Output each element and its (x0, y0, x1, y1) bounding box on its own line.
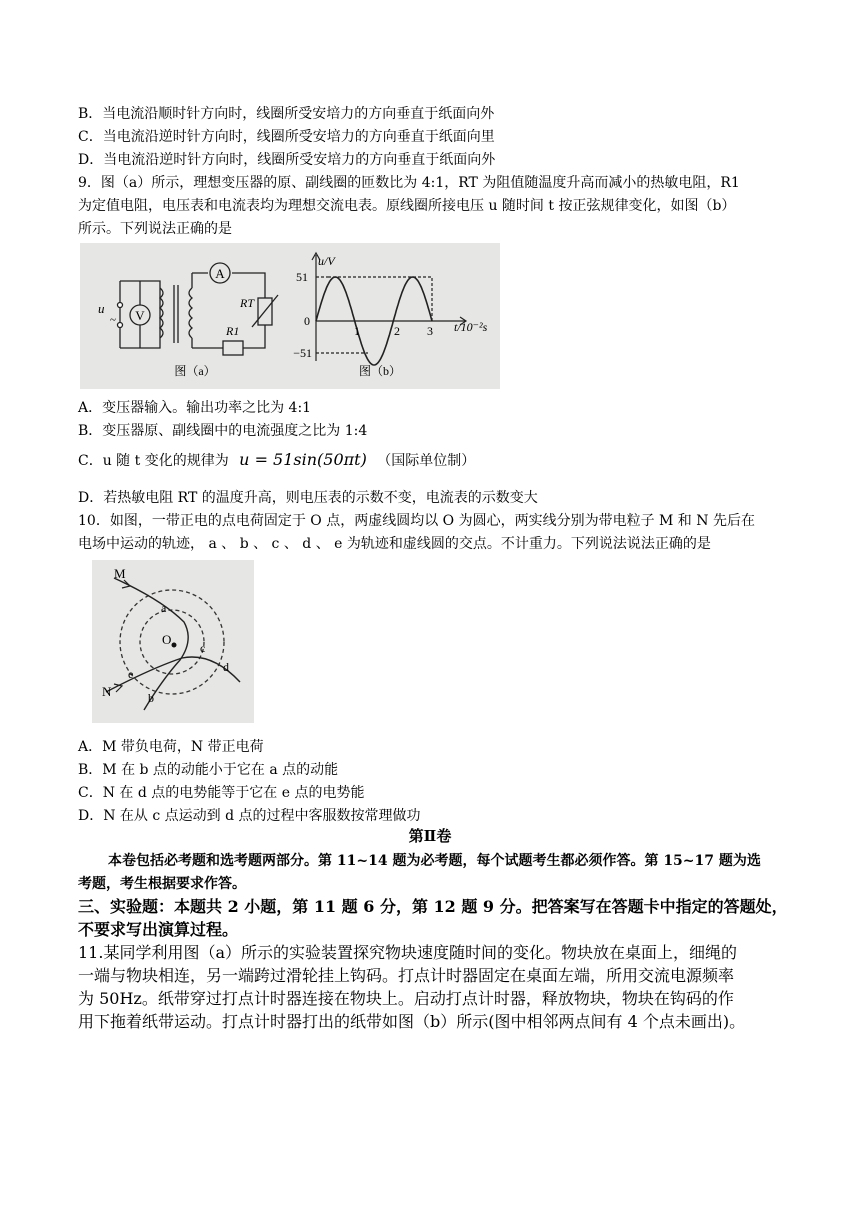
q10-stem-line2: 电场中运动的轨迹， a 、 b 、 c 、 d 、 e 为轨迹和虚线圆的交点。不计重力。下列说法说法正确的是 (78, 536, 711, 552)
charge-o-dot (172, 643, 177, 648)
q9-figure-svg (80, 243, 500, 389)
caption-a: 图（a） (174, 364, 216, 378)
q9-stem-line3: 所示。下列说法正确的是 (78, 221, 232, 237)
q11-line4: 用下拖着纸带运动。打点计时器打出的纸带如图（b）所示(图中相邻两点间有 4 个点未画出)。 (78, 1012, 746, 1031)
part2-intro-line1: 本卷包括必考题和选考题两部分。第 11~14 题为必考题，每个试题考生都必须作答。第 15~17 题为选 (108, 853, 761, 869)
q9-figure (80, 243, 500, 389)
label-o: O (162, 632, 172, 647)
q9-option-d: D．若热敏电阻 RT 的温度升高，则电压表的示数不变，电流表的示数变大 (78, 490, 538, 506)
label-c: c (200, 641, 206, 655)
q9-option-c (78, 450, 475, 471)
tick-3: 3 (427, 324, 433, 338)
q10-option-a: A．M 带负电荷，N 带正电荷 (78, 739, 264, 755)
tick-51: 51 (296, 270, 308, 284)
q10-option-b: B．M 在 b 点的动能小于它在 a 点的动能 (78, 762, 339, 778)
r1-label: R1 (226, 324, 240, 338)
part2-title: 第Ⅱ卷 (408, 827, 452, 845)
caption-b: 图（b） (358, 364, 402, 378)
part2-intro-line2: 考题，考生根据要求作答。 (78, 876, 246, 892)
label-n: N (102, 684, 112, 699)
q10-option-d: D．N 在从 c 点运动到 d 点的过程中客服数按常理做功 (78, 808, 421, 824)
source-tilde-icon: ~ (110, 314, 116, 326)
label-m: M (114, 566, 126, 581)
label-e: e (128, 667, 134, 681)
q8-option-b: B．当电流沿顺时针方向时，线圈所受安培力的方向垂直于纸面向外 (78, 106, 495, 122)
q8-option-c: C．当电流沿逆时针方向时，线圈所受安培力的方向垂直于纸面向里 (78, 129, 495, 145)
q8-option-d: D．当电流沿逆时针方向时，线圈所受安培力的方向垂直于纸面向外 (78, 152, 496, 168)
q11-line3: 为 50Hz。纸带穿过打点计时器连接在物块上。启动打点计时器，释放物块，物块在钩码的作 (78, 989, 734, 1008)
q9-option-b: B．变压器原、副线圈中的电流强度之比为 1:4 (78, 423, 368, 439)
q9-option-a: A．变压器输入。输出功率之比为 4:1 (78, 400, 312, 416)
q10-option-c: C．N 在 d 点的电势能等于它在 e 点的电势能 (78, 785, 365, 801)
q11-line1: 11.某同学利用图（a）所示的实验装置探究物块速度随时间的变化。物块放在桌面上，细绳的 (78, 943, 737, 962)
axis-x-label: t/10⁻²s (454, 320, 488, 334)
label-b: b (148, 691, 154, 705)
q9-option-c-formula: u = 51sin(50πt) (239, 450, 367, 469)
ammeter-label: A (215, 266, 225, 281)
inner-equipotential-circle (140, 610, 204, 674)
voltmeter-label: V (135, 308, 145, 323)
tick-2: 2 (394, 324, 400, 338)
tick-neg51: −51 (293, 346, 312, 360)
q10-stem-line1: 10．如图，一带正电的点电荷固定于 O 点，两虚线圆均以 O 为圆心，两实线分别为带电粒子 M 和 N 先后在 (78, 513, 755, 529)
source-u-label: u (98, 301, 105, 316)
q11-line2: 一端与物块相连，另一端跨过滑轮挂上钩码。打点计时器固定在桌面左端，所用交流电源频率 (78, 966, 735, 985)
label-d: d (223, 660, 229, 674)
voltage-graph (312, 253, 466, 365)
q10-figure (92, 560, 254, 723)
section3-heading-line2: 不要求写出演算过程。 (78, 920, 239, 939)
q9-option-c-prefix: C．u 随 t 变化的规律为 (78, 453, 229, 469)
q10-figure-svg (92, 560, 254, 723)
axis-y-label: u/V (318, 254, 335, 268)
outer-equipotential-circle (120, 590, 224, 694)
q9-option-c-suffix: （国际单位制） (377, 453, 476, 469)
tick-0: 0 (304, 314, 310, 328)
rt-label: RT (240, 296, 255, 310)
section3-heading-line1: 三、实验题：本题共 2 小题，第 11 题 6 分，第 12 题 9 分。把答案写在答题卡中指定的答题处， (78, 897, 788, 916)
label-a: a (161, 601, 167, 615)
q9-stem-line2: 为定值电阻，电压表和电流表均为理想交流电表。原线圈所接电压 u 随时间 t 按正弦规律变化，如图（b） (78, 198, 736, 214)
tick-1: 1 (354, 324, 360, 338)
q9-stem-line1: 9．图（a）所示，理想变压器的原、副线圈的匝数比为 4:1，RT 为阻值随温度升高而减小的热敏电阻，R1 (78, 175, 740, 191)
